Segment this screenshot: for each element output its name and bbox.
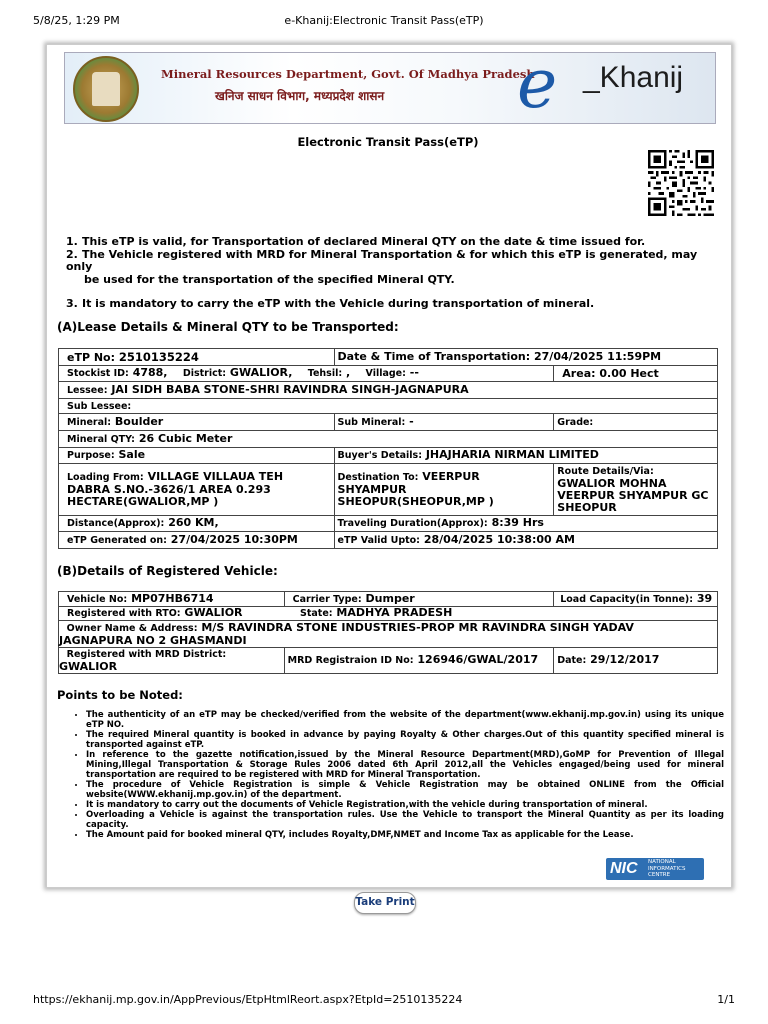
load-capacity: 39 — [696, 591, 713, 605]
lease-details-table — [58, 348, 718, 549]
mineral-value: Boulder — [114, 414, 164, 428]
rto-value: GWALIOR — [184, 606, 243, 619]
duration-value: 8:39 Hrs — [491, 516, 544, 529]
rule-item: 2. The Vehicle registered with MRD for Mineral Transportation & for which this eTP is generated, may only be used for the transportation of the specified Mineral QTY. — [66, 247, 698, 286]
table-row: eTP No: 2510135224 Date & Time of Transportation: 27/04/2025 11:59PM — [59, 349, 718, 366]
table-row: Stockist ID: 4788, District: GWALIOR, Tehsil: , Village: -- Area: 0.00 Hect — [59, 366, 718, 382]
list-item: • The authenticity of an eTP may be checked/verified from the website of the department(www.ekhanij.mp.gov.in) using its unique eTP NO. — [86, 710, 724, 730]
area-value: 0.00 Hect — [599, 366, 659, 380]
district-value: GWALIOR, — [229, 366, 293, 379]
page-url: https://ekhanij.mp.gov.in/AppPrevious/EtpHtmlReort.aspx?EtpId=2510135224 — [33, 993, 463, 1006]
mp-government-emblem-icon — [73, 56, 139, 122]
mrd-district: GWALIOR — [59, 660, 118, 673]
vehicle-number: MP07HB6714 — [131, 591, 214, 605]
etp-number: 2510135224 — [118, 349, 199, 364]
stockist-id: 4788, — [132, 366, 168, 379]
destination-to: VEERPUR SHYAMPUR — [337, 470, 480, 496]
ekhanij-logo-e: e — [517, 52, 558, 124]
loading-from: VILLAGE VILLAUA TEH — [147, 470, 284, 483]
buyer-value: JHAJHARIA NIRMAN LIMITED — [425, 448, 599, 461]
department-banner — [64, 52, 716, 124]
take-print-button[interactable]: Take Print — [354, 892, 416, 914]
list-item: • The Amount paid for booked mineral QTY, includes Royalty,DMF,NMET and Income Tax as applicable for the Lease. — [86, 830, 724, 840]
mineral-qty: 26 Cubic Meter — [138, 431, 233, 445]
state-value: MADHYA PRADESH — [336, 606, 453, 619]
sub-mineral-value: - — [409, 414, 414, 428]
nic-logo-caption: NATIONAL INFORMATICS CENTRE — [648, 859, 686, 878]
distance-value: 260 KM, — [168, 516, 219, 529]
table-row: Owner Name & Address: M/S RAVINDRA STONE INDUSTRIES-PROP MR RAVINDRA SINGH YADAV JAGNAPURA NO 2 GHASMANDI — [59, 621, 718, 648]
page-count: 1/1 — [717, 993, 735, 1006]
table-row: Mineral: Boulder Sub Mineral: - Grade: — [59, 414, 718, 431]
table-row: eTP Generated on: 27/04/2025 10:30PM eTP Valid Upto: 28/04/2025 10:38:00 AM — [59, 532, 718, 549]
table-row: Loading From: VILLAGE VILLAUA TEH DABRA S.NO.-3626/1 AREA 0.293 HECTARE(GWALIOR,MP ) Destination To: VEERPUR SHYAMPUR SHEOPUR(SHEOPUR,MP ) Route Details/Via: GWALIOR MOHNA VEERPUR SHYAMPUR GC SHEOPUR — [59, 464, 718, 516]
list-item: • It is mandatory to carry out the documents of Vehicle Registration,with the vehicle during transportation of mineral. — [86, 800, 724, 810]
mrd-registration-id: 126946/GWAL/2017 — [417, 653, 539, 666]
purpose-value: Sale — [118, 448, 146, 461]
list-item: • In reference to the gazette notification,issued by the Mineral Resource Department(MRD),GoMP for Prevention of Illegal Mining,Illegal Transportation & Storage Rules 2006 dated 6th April 2012,all the Vehicles engaged/being used for mineral transportation are required to be registered with MRD for Mineral Transportation. — [86, 750, 724, 780]
tehsil-value: , — [346, 366, 351, 379]
print-page-title: e-Khanij:Electronic Transit Pass(eTP) — [284, 14, 484, 27]
validity-rules — [66, 236, 726, 311]
etp-valid-upto: 28/04/2025 10:38:00 AM — [423, 532, 575, 546]
village-value: -- — [409, 366, 419, 379]
document-title: Electronic Transit Pass(eTP) — [297, 135, 479, 149]
rule-item: 3. It is mandatory to carry the eTP with the Vehicle during transportation of mineral. — [66, 297, 595, 310]
table-row: Registered with RTO: GWALIOR State: MADHYA PRADESH — [59, 607, 718, 621]
nic-logo — [606, 858, 704, 880]
list-item: • The procedure of Vehicle Registration is simple & Vehicle Registration may be obtained ONLINE from the Official website(WWW.ekhanij.mp.gov.in) of the department. — [86, 780, 724, 800]
list-item: • The required Mineral quantity is booked in advance by paying Royalty & Other charges.Out of this quantity specified mineral is transported against eTP. — [86, 730, 724, 750]
table-row: Lessee: JAI SIDH BABA STONE-SHRI RAVINDRA SINGH-JAGNAPURA — [59, 382, 718, 399]
table-row: Registered with MRD District: GWALIOR MRD Registraion ID No: 126946/GWAL/2017 Date: 29/12/2017 — [59, 648, 718, 674]
table-row: Sub Lessee: — [59, 399, 718, 414]
vehicle-details-table — [58, 591, 718, 674]
rule-item: 1. This eTP is valid, for Transportation of declared Mineral QTY on the date & time issued for. — [66, 235, 646, 248]
carrier-type: Dumper — [365, 591, 415, 605]
ekhanij-logo-text: _Khanij — [583, 61, 684, 94]
route-details: GWALIOR MOHNA — [557, 477, 667, 490]
department-name-english: Mineral Resources Department, Govt. Of Madhya Pradesh — [161, 67, 535, 81]
etp-generated-on: 27/04/2025 10:30PM — [170, 532, 298, 546]
transport-datetime: 27/04/2025 11:59PM — [534, 350, 662, 363]
lessee-value: JAI SIDH BABA STONE-SHRI RAVINDRA SINGH-JAGNAPURA — [111, 382, 469, 396]
table-row: Mineral QTY: 26 Cubic Meter — [59, 431, 718, 448]
table-row: Vehicle No: MP07HB6714 Carrier Type: Dumper Load Capacity(in Tonne): 39 — [59, 592, 718, 607]
print-datetime: 5/8/25, 1:29 PM — [33, 14, 120, 27]
registration-date: 29/12/2017 — [590, 653, 660, 666]
owner-name-address: M/S RAVINDRA STONE INDUSTRIES-PROP MR RAVINDRA SINGH YADAV — [201, 620, 634, 634]
nic-logo-text: NIC — [610, 860, 638, 877]
table-row: Distance(Approx): 260 KM, Traveling Duration(Approx): 8:39 Hrs — [59, 516, 718, 532]
qr-code-icon — [647, 150, 715, 216]
department-name-hindi: खनिज साधन विभाग, मध्यप्रदेश शासन — [215, 89, 385, 103]
list-item: • Overloading a Vehicle is against the transportation rules. Use the Vehicle to transport the Mineral Quantity as per its loading capacity. — [86, 810, 724, 830]
notes-list — [74, 710, 724, 840]
notes-title: Points to be Noted: — [57, 688, 183, 702]
table-row: Purpose: Sale Buyer's Details: JHAJHARIA NIRMAN LIMITED — [59, 448, 718, 464]
section-b-title: (B)Details of Registered Vehicle: — [57, 564, 278, 578]
section-a-title: (A)Lease Details & Mineral QTY to be Transported: — [57, 320, 399, 334]
